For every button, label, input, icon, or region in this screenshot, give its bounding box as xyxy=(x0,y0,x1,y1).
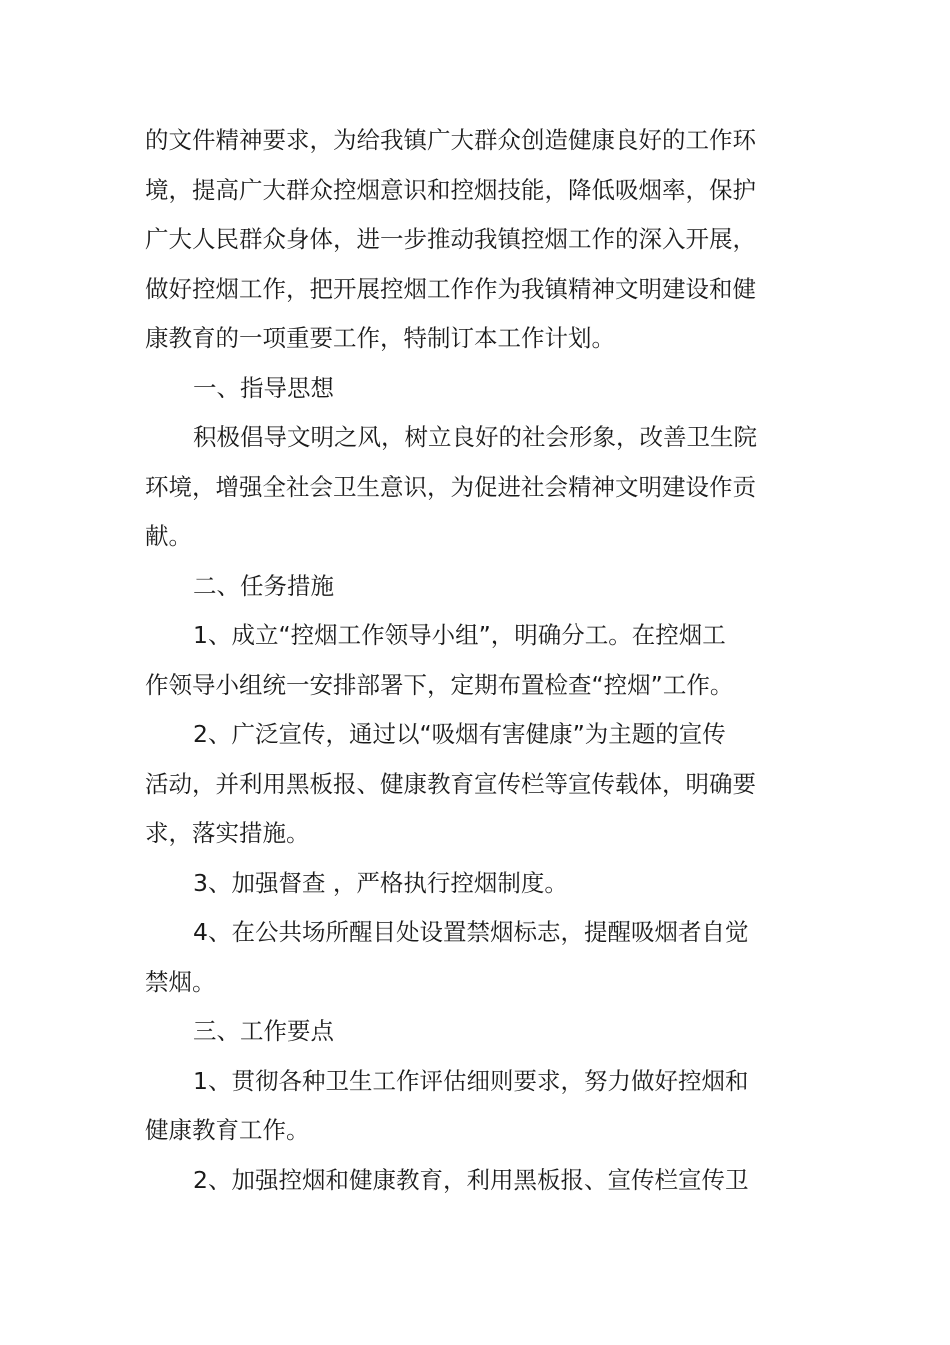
text-line: 活动，并利用黑板报、健康教育宣传栏等宣传载体，明确要 xyxy=(145,769,756,798)
text-line: 2、加强控烟和健康教育，利用黑板报、宣传栏宣传卫 xyxy=(193,1165,749,1194)
text-line: 作领导小组统一安排部署下，定期布置检查“控烟”工作。 xyxy=(145,670,734,699)
text-line: 3、加强督查 ，严格执行控烟制度。 xyxy=(193,868,568,897)
text-line: 禁烟。 xyxy=(145,967,216,996)
text-line: 4、在公共场所醒目处设置禁烟标志，提醒吸烟者自觉 xyxy=(193,918,749,946)
text-line: 2、广泛宣传，通过以“吸烟有害健康”为主题的宣传 xyxy=(193,720,726,748)
text-line: 三、工作要点 xyxy=(193,1017,334,1045)
text-line: 健康教育工作。 xyxy=(145,1116,310,1144)
text-line: 康教育的一项重要工作，特制订本工作计划。 xyxy=(145,324,615,352)
document-body xyxy=(145,116,757,1205)
text-line: 积极倡导文明之风，树立良好的社会形象，改善卫生院 xyxy=(193,423,757,451)
text-line: 广大人民群众身体，进一步推动我镇控烟工作的深入开展， xyxy=(145,225,756,253)
text-line: 一、指导思想 xyxy=(193,373,334,402)
text-line: 1、贯彻各种卫生工作评估细则要求，努力做好控烟和 xyxy=(193,1066,749,1095)
text-line: 1、成立“控烟工作领导小组”，明确分工。在控烟工 xyxy=(193,621,726,649)
text-line: 献。 xyxy=(145,522,192,550)
text-line: 二、任务措施 xyxy=(193,571,334,600)
text-line: 的文件精神要求，为给我镇广大群众创造健康良好的工作环 xyxy=(145,126,756,154)
text-line: 环境，增强全社会卫生意识，为促进社会精神文明建设作贡 xyxy=(145,472,756,501)
text-line: 境，提高广大群众控烟意识和控烟技能，降低吸烟率，保护 xyxy=(145,175,756,204)
text-line: 做好控烟工作，把开展控烟工作作为我镇精神文明建设和健 xyxy=(145,274,756,303)
text-line: 求，落实措施。 xyxy=(145,819,310,847)
